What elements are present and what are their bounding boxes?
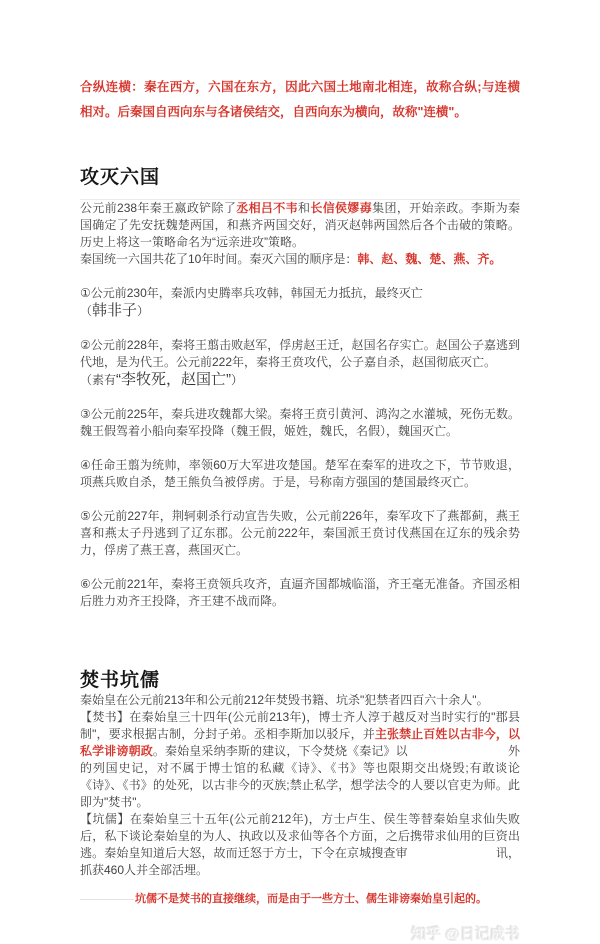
note-post: ） <box>231 372 244 387</box>
highlight-conquest-order: 韩、赵、魏、楚、燕、齐。 <box>357 251 502 266</box>
text-segment: 公元前238年秦王嬴政铲除了 <box>80 200 237 215</box>
conclusion-note: 坑儒不是焚书的直接继续，而是由于一些方士、儒生诽谤秦始皇引起的。 <box>135 892 487 905</box>
conquest-item-3 <box>80 406 520 440</box>
note-emphasis: “李牧死，赵国亡” <box>116 370 232 388</box>
highlight-lao-ai: 长信侯嫪毐 <box>310 200 373 215</box>
conquest-item-6 <box>80 576 520 610</box>
text-segment: 集团，开始亲政。李斯为秦国确定了先安抚魏楚两国，和燕齐两国交好，消灭赵韩两国然后各个击破的策略。历史上将这一策略命名为“远亲进攻”策略。 <box>80 200 520 249</box>
note-emphasis: 韩非子 <box>92 301 138 319</box>
conclusion-block <box>80 892 520 907</box>
text-segment: 【焚书】在秦始皇三十四年(公元前213年)，博士齐人淳于越反对当时实行的"郡县制"，要求根据古制，分封子弟。丞相李斯加以驳斥，并 <box>80 709 520 741</box>
section-title-conquest: 攻灭六国 <box>80 166 161 188</box>
note-pre: （素有 <box>80 372 117 387</box>
text-segment: 秦国统一六国共花了10年时间。秦灭六国的顺序是： <box>80 251 358 266</box>
item-note <box>80 302 520 320</box>
text-segment: 。秦始皇采纳李斯的建议，下令焚烧《秦记》以 <box>152 743 408 758</box>
text-segment: 【坑儒】在秦始皇三十五年(公元前212年)，方士卢生、侯生等替秦始皇求仙失败后，私下谈论秦始皇的为人、执政以及求仙等各个方面，之后携带求仙用的巨资出逃。秦始皇知道后大怒，故而迁怒于方士，下令在京城搜查审 <box>80 811 520 860</box>
item-text: ⑤公元前227年，荆轲刺杀行动宣告失败，公元前226年，秦军攻下了燕都蓟，燕王喜和燕太子丹逃到了辽东郡。公元前222年，秦国派王贲讨伐燕国在辽东的残余势力，俘虏了燕王喜，燕国灭亡。 <box>80 508 520 557</box>
conquest-item-2 <box>80 337 520 389</box>
conquest-paragraph-1 <box>80 200 520 251</box>
item-note <box>80 371 520 389</box>
zhihu-watermark: 知乎 @日记成书 <box>411 925 520 943</box>
text-segment: 讯，抓获460人并全部活埋。 <box>80 845 520 877</box>
note-post: ） <box>137 303 150 318</box>
conquest-item-5 <box>80 508 520 559</box>
burning-paragraph-fenshu <box>80 709 520 811</box>
highlight-lv-buwei: 丞相吕不韦 <box>236 200 298 215</box>
highlight-fenshu-policy: 主张禁止百姓以古非今，以私学诽谤朝政 <box>80 726 520 758</box>
conclusion-rule <box>80 899 134 900</box>
item-text: ①公元前230年，秦派内史腾率兵攻韩，韩国无力抵抗，最终灭亡 <box>80 285 423 300</box>
conquest-item-1 <box>80 285 520 320</box>
burning-paragraph-1: 秦始皇在公元前213年和公元前212年焚毁书籍、坑杀"犯禁者四百六十余人"。 <box>80 692 489 707</box>
item-text: ⑥公元前221年，秦将王贲领兵攻齐，直逼齐国都城临淄，齐王毫无准备。齐国丞相后胜力劝齐王投降，齐王建不战而降。 <box>80 576 520 608</box>
section-title-burning: 焚书坑儒 <box>80 669 161 691</box>
text-segment: 外的列国史记，对不属于博士馆的私藏《诗》、《书》等也限期交出烧毁;有敢谈论《诗》、《书》的处死，以古非今的灭族;禁止私学，想学法令的人要以官吏为师。此即为"焚书"。 <box>80 743 520 809</box>
burning-paragraph-kengru <box>80 811 520 879</box>
text-segment: 和 <box>298 200 311 215</box>
item-text: ③公元前225年，秦兵进攻魏都大梁。秦将王贲引黄河、鸿沟之水灌城，死伤无数。魏王假驾着小船向秦军投降（魏王假，姬姓，魏氏，名假），魏国灭亡。 <box>80 406 520 438</box>
item-text: ②公元前228年，秦将王翦击败赵军，俘虏赵王迁，赵国名存实亡。赵国公子嘉逃到代地，是为代王。公元前222年，秦将王贲攻代，公子嘉自杀，赵国彻底灭亡。 <box>80 337 520 369</box>
item-text: ④任命王翦为统帅，率领60万大军进攻楚国。楚军在秦军的进攻之下，节节败退，项燕兵败自杀，楚王熊负刍被俘虏。于是，号称南方强国的楚国最终灭亡。 <box>80 457 520 489</box>
conquest-item-4 <box>80 457 520 491</box>
note-pre: （ <box>80 303 93 318</box>
conquest-paragraph-order <box>80 251 520 268</box>
intro-note-hezong-lianheng: 合纵连横：秦在西方，六国在东方，因此六国土地南北相连，故称合纵;与连横相对。后秦国自西向东与各诸侯结交，自西向东为横向，故称"连横"。 <box>80 79 520 119</box>
